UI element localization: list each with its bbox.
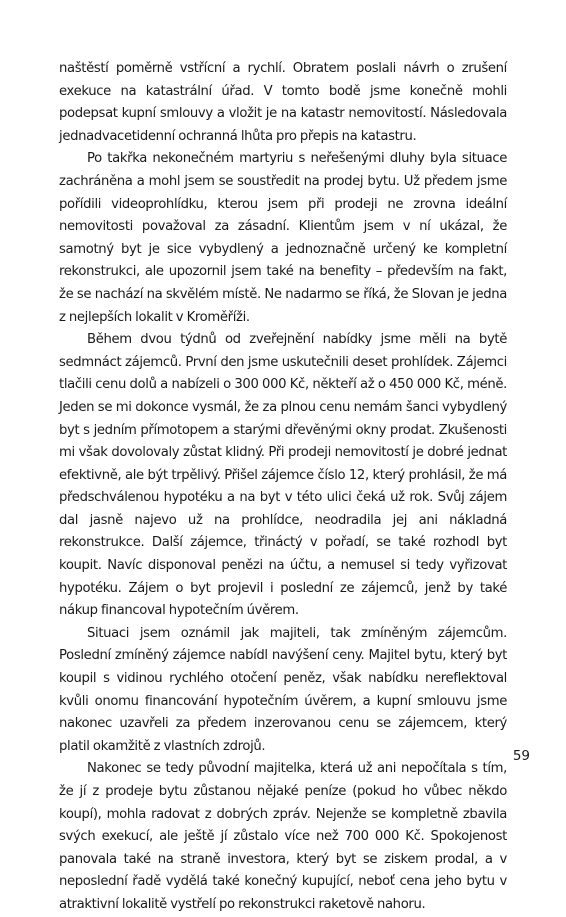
page-number: 59 — [512, 748, 530, 764]
paragraph-1: naštěstí poměrně vstřícní a rychlí. Obratem poslali návrh o zrušení exekuce na katastrální úřad. V tomto bodě jsme konečně mohli podepsat kupní smlouvy a vložit je na katastr nemovitostí. Následovala jednadvacetidenní ochranná lhůta pro přepis na katastru. — [59, 61, 507, 144]
paragraph-2: Po takřka nekonečném martyriu s neřešenými dluhy byla situace zachráněna a mohl jsem se soustředit na prodej bytu. Už předem jsme pořídili videoprohlídku, kterou jsem při prodeji ne zrovna ideální nemovitosti považoval za zásadní. Klientům jsem v ní ukázal, že samotný byt je sice vybydlený a jednoznačně určený ke kompletní rekonstrukci, ale upozornil jsem také na benefity – především na fakt, že se nachází na skvělém místě. Ne nadarmo se říká, že Slovan je jedna z nejlepších lokalit v Kroměříži. — [59, 151, 507, 325]
page-body — [59, 58, 507, 917]
paragraph-3: Během dvou týdnů od zveřejnění nabídky jsme měli na bytě sedmnáct zájemců. První den jsme uskutečnili deset prohlídek. Zájemci tlačili cenu dolů a nabízeli o 300 000 Kč, někteří až o 450 000 Kč, méně. Jeden se mi dokonce vysmál, že za plnou cenu nemám šanci vybydlený byt s jedním přímotopem a starými dřevěnými okny prodat. Zkušenosti mi však dovolovaly zůstat klidný. Při prodeji nemovitostí je dobré jednat efektivně, ale být trpělivý. Přišel zájemce číslo 12, který prohlásil, že má předschválenou hypotéku a na byt v této ulici čeká už rok. Svůj zájem dal jasně najevo už na prohlídce, neodradila jej ani nákladná rekonstrukce. Další zájemce, třináctý v pořadí, se také rozhodl byt koupit. Navíc disponoval penězi na účtu, a nemusel si tedy vyřizovat hypotéku. Zájem o byt projevil i poslední ze zájemců, jenž by také nákup financoval hypotečním úvěrem. — [59, 332, 507, 619]
paragraph-4: Situaci jsem oznámil jak majiteli, tak zmíněným zájemcům. Poslední zmíněný zájemce nabídl navýšení ceny. Majitel bytu, který byt koupil s vidinou rychlého otočení peněz, však nabídku nereflektoval kvůli onomu financování hypotečním úvěrem, a kupní smlouvu jsme nakonec uzavřeli za předem inzerovanou cenu se zájemcem, který platil okamžitě z vlastních zdrojů. — [59, 625, 507, 754]
paragraph-5: Nakonec se tedy původní majitelka, která už ani nepočítala s tím, že jí z prodeje bytu zůstanou nějaké peníze (pokud ho vůbec někdo koupí), mohla radovat z dobrých zpráv. Nejenže se kompletně zbavila svých exekucí, ale ještě jí zůstalo více než 700 000 Kč. Spokojenost panovala také na straně investora, který byt se ziskem prodal, a v neposlední řadě vydělá také konečný kupující, neboť cena jeho bytu v atraktivní lokalitě vystřelí po rekonstrukci raketově nahoru. — [59, 761, 507, 912]
